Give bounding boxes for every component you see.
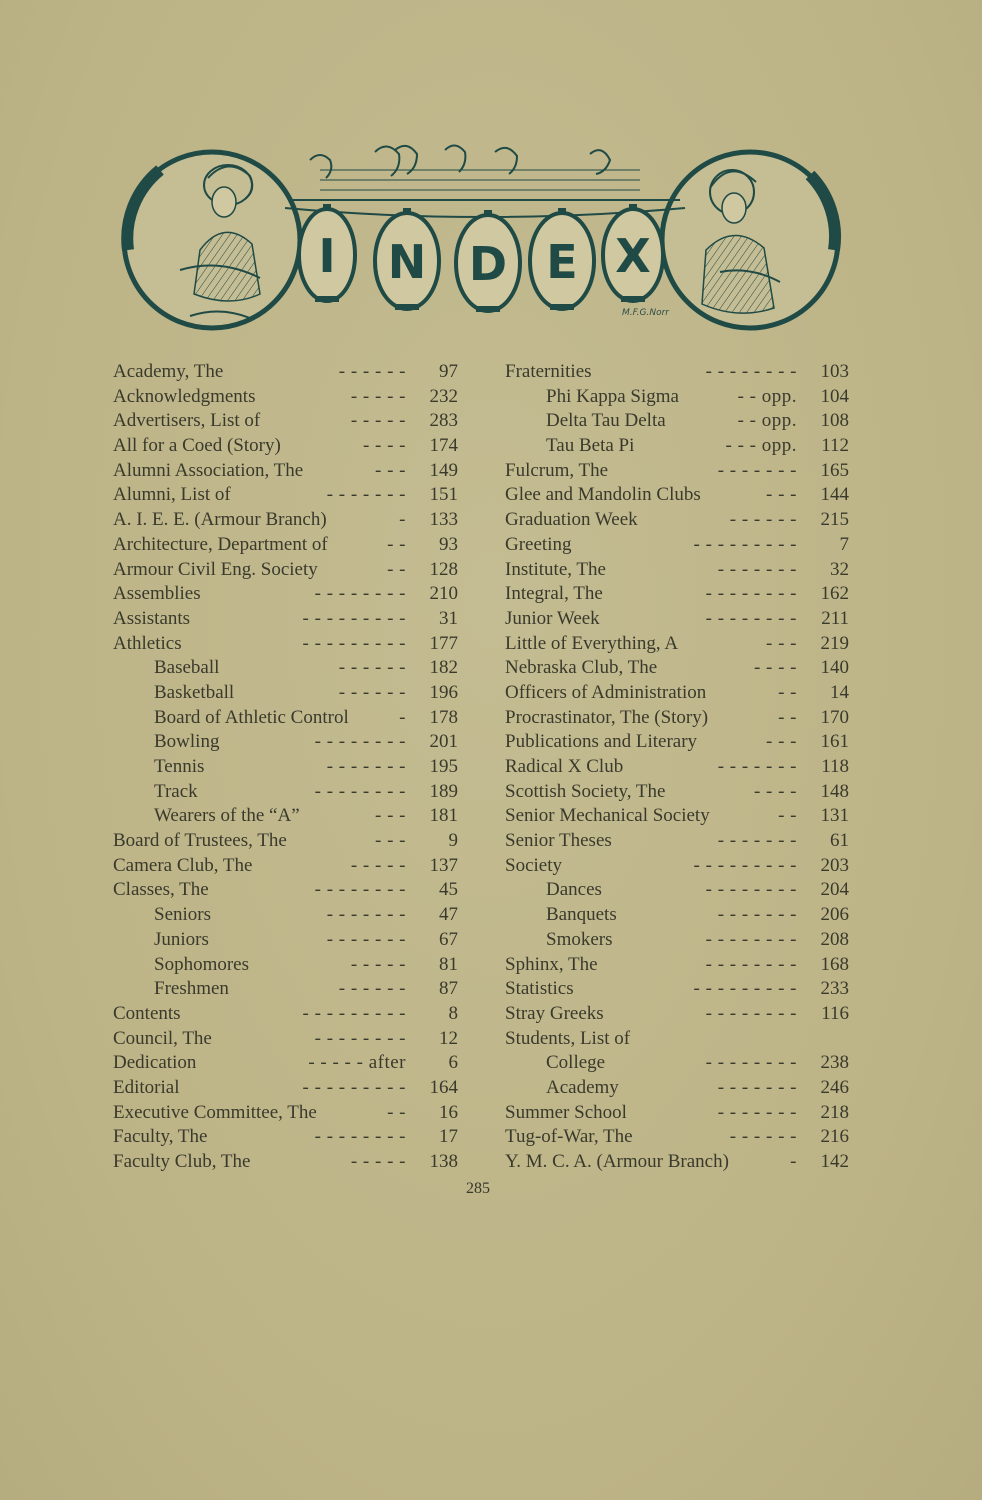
- index-entry-page: 138: [429, 1151, 458, 1172]
- index-entry: [113, 1076, 458, 1101]
- index-entry-page: 170: [820, 706, 849, 728]
- index-entry-leader: - - -: [766, 731, 797, 753]
- index-entry-page: 201: [429, 731, 458, 753]
- index-entry: [113, 1051, 458, 1076]
- index-entry-page: 142: [820, 1151, 849, 1172]
- index-entry: [505, 558, 849, 583]
- index-entry-page: 219: [820, 632, 849, 654]
- index-entry-leader: - - - - - - - - -: [302, 632, 406, 654]
- index-entry-page: 67: [439, 928, 458, 950]
- index-entry-leader: - - - - -: [350, 385, 406, 407]
- index-entry-page: 182: [429, 657, 458, 679]
- index-entry: [505, 533, 849, 558]
- left-portrait-medallion: [124, 152, 300, 328]
- index-entry-leader: - - - - - - -: [717, 756, 797, 777]
- index-entry: [505, 829, 849, 854]
- index-entry-leader: -: [399, 509, 406, 531]
- index-column-right: [505, 360, 849, 1175]
- index-entry-leader: - - - - - - - - -: [302, 1076, 406, 1098]
- index-entry-title: Dedication: [113, 1052, 197, 1074]
- index-entry: [113, 1125, 458, 1150]
- index-entry-page: 211: [821, 607, 849, 629]
- index-entry-leader: - - - - - - - -: [314, 1027, 406, 1049]
- index-entry-leader: - - - - - -: [729, 1126, 797, 1148]
- index-entry-title: Bowling: [154, 731, 220, 753]
- index-entry-page: 137: [429, 854, 458, 876]
- right-portrait-medallion: [662, 152, 838, 328]
- index-entry-title: Academy: [546, 1076, 619, 1098]
- index-entry-page: 161: [820, 731, 849, 753]
- lantern-letter: D: [468, 237, 508, 291]
- index-entry-title: Little of Everything, A: [505, 632, 679, 654]
- index-entry-leader: - - - - -: [350, 953, 406, 975]
- index-entry-title: Procrastinator, The (Story): [505, 706, 709, 728]
- index-entry-page: 16: [439, 1101, 458, 1123]
- index-entry-leader: - - -: [375, 805, 406, 827]
- index-entry-page: 238: [820, 1052, 849, 1074]
- index-entry: [113, 804, 458, 829]
- index-entry: [113, 953, 458, 978]
- index-entry-title: Institute, The: [505, 558, 606, 580]
- page-number: 285: [466, 1180, 490, 1197]
- index-entry-title: Delta Tau Delta: [546, 410, 666, 432]
- index-entry-leader: - - - - - - - - -: [302, 607, 406, 629]
- index-entry: [505, 1125, 849, 1150]
- index-entry-title: Sophomores: [154, 953, 249, 975]
- index-entry-page: 87: [439, 978, 458, 1000]
- index-entry-leader: - - - - - after: [308, 1052, 406, 1074]
- index-entry-page: 108: [820, 410, 849, 432]
- index-entry-leader: - - - - - - -: [717, 904, 797, 926]
- index-entry-leader: - - - - - -: [338, 361, 406, 382]
- index-entry-page: 162: [820, 583, 849, 605]
- index-entry-title: Scottish Society, The: [505, 780, 666, 802]
- index-entry-title: Nebraska Club, The: [505, 657, 658, 679]
- index-entry-page: 93: [439, 533, 458, 555]
- index-entry-leader: - - - - - - - -: [705, 953, 797, 975]
- lantern-letter: X: [615, 229, 651, 283]
- index-column-left: [113, 360, 458, 1175]
- index-entry: [113, 1002, 458, 1027]
- index-entry: [113, 632, 458, 657]
- index-entry-leader: - - -: [375, 459, 406, 481]
- index-entry-leader: - - - - - - -: [326, 904, 406, 926]
- index-entry-title: Statistics: [505, 978, 574, 1000]
- index-entry-leader: - - - - - -: [338, 657, 406, 679]
- index-entry-leader: - - - - - - - - -: [302, 1002, 406, 1024]
- index-entry-leader: - - - - - - -: [326, 484, 406, 506]
- index-entry-leader: - - - - - - - - -: [693, 533, 797, 555]
- index-entry: [113, 1027, 458, 1052]
- index-entry-leader: - -: [387, 558, 406, 580]
- index-entry: [113, 829, 458, 854]
- index-entry-page: 168: [820, 953, 849, 975]
- index-entry-title: Society: [505, 854, 562, 876]
- index-entry-leader: - - - -: [362, 435, 406, 457]
- index-entry-page: 151: [429, 484, 458, 506]
- index-entry-title: Contents: [113, 1002, 181, 1024]
- index-entry-page: 174: [429, 435, 458, 457]
- index-entry-title: Juniors: [154, 928, 209, 950]
- index-entry-page: 178: [429, 706, 458, 728]
- index-entry-page: 12: [439, 1027, 458, 1049]
- index-entry: [505, 681, 849, 706]
- index-entry-title: Basketball: [154, 681, 235, 703]
- index-entry-title: Academy, The: [113, 361, 224, 382]
- index-entry-title: Smokers: [546, 928, 613, 950]
- index-entry: [113, 878, 458, 903]
- index-entry-page: 233: [820, 978, 849, 1000]
- index-entry-leader: - - - - - - -: [326, 928, 406, 950]
- index-entry: [113, 928, 458, 953]
- index-entry: [113, 409, 458, 434]
- index-entry-leader: - - - - -: [350, 1151, 406, 1172]
- index-entry-title: Freshmen: [154, 978, 229, 1000]
- index-entry: [505, 903, 849, 928]
- index-entry-page: 97: [439, 361, 458, 382]
- index-entry-leader: - - - -: [753, 780, 797, 802]
- index-entry-page: 164: [429, 1076, 458, 1098]
- index-entry-title: Tennis: [154, 756, 205, 777]
- index-entry-leader: - - - - -: [350, 854, 406, 876]
- index-entry-page: 128: [429, 558, 458, 580]
- index-entry-page: 206: [820, 904, 849, 926]
- index-entry-leader: - - - - - - - -: [705, 1002, 797, 1024]
- index-entry-title: Junior Week: [505, 607, 600, 629]
- index-entry-page: 47: [439, 904, 458, 926]
- index-entry: [505, 434, 849, 459]
- index-entry-title: Baseball: [154, 657, 220, 679]
- index-entry: [505, 582, 849, 607]
- index-entry-leader: - -: [387, 533, 406, 555]
- index-entry-title: Glee and Mandolin Clubs: [505, 484, 701, 506]
- index-entry: [505, 1002, 849, 1027]
- index-entry-page: 232: [429, 385, 458, 407]
- index-entry: [505, 953, 849, 978]
- index-entry-page: 133: [429, 509, 458, 531]
- index-entry-title: Stray Greeks: [505, 1002, 604, 1024]
- index-entry-leader: - -: [778, 805, 797, 827]
- artist-signature: M.F.G.Norr: [622, 308, 669, 318]
- index-entry-leader: - - - - - - - -: [705, 1052, 797, 1074]
- index-entry-title: A. I. E. E. (Armour Branch): [113, 509, 327, 531]
- index-entry-leader: - - - - - -: [338, 681, 406, 703]
- index-entry-title: Publications and Literary: [505, 731, 698, 753]
- index-entry-title: Alumni, List of: [113, 484, 231, 506]
- index-entry-leader: - - - - - - -: [326, 756, 406, 777]
- index-entry: [505, 607, 849, 632]
- index-entry-title: Classes, The: [113, 879, 209, 901]
- index-entry-leader: - - - - - - -: [717, 1101, 797, 1123]
- index-entry: [113, 483, 458, 508]
- index-entry-title: Fulcrum, The: [505, 459, 609, 481]
- index-entry-page: 208: [820, 928, 849, 950]
- index-entry-title: Wearers of the “A”: [154, 805, 300, 827]
- index-header-illustration: [120, 140, 842, 340]
- index-entry: [505, 385, 849, 410]
- index-entry-title: Executive Committee, The: [113, 1101, 317, 1123]
- index-entry-leader: - - opp.: [737, 385, 797, 407]
- index-entry-title: Senior Mechanical Society: [505, 805, 710, 827]
- fence-and-birds: [290, 145, 680, 200]
- index-entry-page: 14: [830, 681, 849, 703]
- index-entry-title: Acknowledgments: [113, 385, 256, 407]
- index-entry-page: 165: [820, 459, 849, 481]
- index-entry-page: 31: [439, 607, 458, 629]
- index-entry-title: Greeting: [505, 533, 572, 555]
- index-entry-leader: - - - - - - - -: [314, 879, 406, 901]
- index-entry: [113, 656, 458, 681]
- index-entry-page: 6: [448, 1052, 458, 1074]
- index-entry-page: 148: [820, 780, 849, 802]
- index-entry-leader: - - - - - - - -: [314, 583, 406, 605]
- index-entry: [505, 928, 849, 953]
- index-entry: [505, 508, 849, 533]
- index-entry: [505, 409, 849, 434]
- index-entry-title: Fraternities: [505, 361, 592, 382]
- index-entry: [505, 755, 849, 780]
- index-entry-leader: - - - - - - - -: [314, 731, 406, 753]
- index-entry: [505, 1150, 849, 1175]
- index-entry-page: 203: [820, 854, 849, 876]
- index-entry-leader: - -: [778, 706, 797, 728]
- index-entry-page: 9: [448, 830, 458, 852]
- index-entry: [113, 854, 458, 879]
- index-entry-title: Summer School: [505, 1101, 627, 1123]
- index-entry: [505, 804, 849, 829]
- index-entry-leader: - - - - - - -: [717, 558, 797, 580]
- index-entry-title: Council, The: [113, 1027, 212, 1049]
- index-entry-title: Officers of Administration: [505, 681, 707, 703]
- index-entry-leader: - - - opp.: [725, 435, 797, 457]
- index-entry-page: 283: [429, 410, 458, 432]
- index-entry-leader: - - -: [766, 484, 797, 506]
- index-entry-page: 17: [439, 1126, 458, 1148]
- index-entry: [505, 459, 849, 484]
- index-entry: [505, 854, 849, 879]
- index-entry: [505, 878, 849, 903]
- index-entry-title: Board of Athletic Control: [154, 706, 349, 728]
- index-entry: [505, 1076, 849, 1101]
- index-entry-title: Radical X Club: [505, 756, 624, 777]
- index-entry: [113, 508, 458, 533]
- index-entry-leader: - - - - - - - - -: [693, 854, 797, 876]
- index-entry-title: Phi Kappa Sigma: [546, 385, 679, 407]
- index-entry-title: College: [546, 1052, 606, 1074]
- index-entry-title: Armour Civil Eng. Society: [113, 558, 318, 580]
- index-entry: [113, 1150, 458, 1175]
- index-entry: [113, 977, 458, 1002]
- index-entry: [505, 1051, 849, 1076]
- index-entry-page: 118: [821, 756, 849, 777]
- index-entry-page: 116: [821, 1002, 849, 1024]
- index-entry-page: 45: [439, 879, 458, 901]
- index-entry-leader: - - - - - - - - -: [693, 978, 797, 1000]
- index-entry: [113, 459, 458, 484]
- index-entry-title: Faculty, The: [113, 1126, 208, 1148]
- index-entry-leader: - - - - - - - -: [705, 361, 797, 382]
- index-entry: [113, 780, 458, 805]
- index-entry-page: 112: [821, 435, 849, 457]
- index-entry-leader: - - - - - -: [338, 978, 406, 1000]
- index-entry-leader: - - - - - - - -: [705, 928, 797, 950]
- index-entry-title: Students, List of: [505, 1027, 631, 1049]
- index-entry-leader: - - - - - -: [729, 509, 797, 531]
- index-entry: [505, 1101, 849, 1126]
- index-entry-leader: - - opp.: [737, 410, 797, 432]
- index-entry-page: 210: [429, 583, 458, 605]
- index-entry-title: Track: [154, 780, 198, 802]
- index-entry-leader: -: [790, 1151, 797, 1172]
- index-entry-page: 181: [429, 805, 458, 827]
- index-entry-title: Senior Theses: [505, 830, 612, 852]
- index-entry-leader: - - -: [766, 632, 797, 654]
- index-entry-title: Athletics: [113, 632, 182, 654]
- index-entry-title: Seniors: [154, 904, 211, 926]
- lantern-letter: I: [318, 229, 336, 283]
- index-entry: [505, 360, 849, 385]
- index-entry: [113, 360, 458, 385]
- index-entry-page: 131: [820, 805, 849, 827]
- index-entry-page: 149: [429, 459, 458, 481]
- index-entry-page: 218: [820, 1101, 849, 1123]
- index-entry-leader: - - - - - - - -: [705, 583, 797, 605]
- index-entry-page: 103: [820, 361, 849, 382]
- index-entry-page: 189: [429, 780, 458, 802]
- index-entry-title: Y. M. C. A. (Armour Branch): [505, 1151, 729, 1172]
- index-entry-title: Editorial: [113, 1076, 180, 1098]
- index-entry-title: Integral, The: [505, 583, 603, 605]
- index-entry-title: Board of Trustees, The: [113, 830, 287, 852]
- index-entry-title: Dances: [546, 879, 602, 901]
- index-entry-page: 215: [820, 509, 849, 531]
- index-entry-title: Faculty Club, The: [113, 1151, 251, 1172]
- index-entry: [113, 582, 458, 607]
- index-entry-page: 61: [830, 830, 849, 852]
- index-entry-title: Advertisers, List of: [113, 410, 261, 432]
- index-entry: [505, 632, 849, 657]
- index-entry: [113, 607, 458, 632]
- index-entry-page: 204: [820, 879, 849, 901]
- index-entry: [505, 730, 849, 755]
- index-entry-leader: - - - -: [753, 657, 797, 679]
- index-entry-title: Sphinx, The: [505, 953, 598, 975]
- index-entry-title: Assistants: [113, 607, 191, 629]
- index-entry-leader: - - - - - - - -: [314, 1126, 406, 1148]
- index-entry: [113, 706, 458, 731]
- index-entry-title: Assemblies: [113, 583, 201, 605]
- index-entry: [505, 1027, 849, 1052]
- index-entry: [113, 681, 458, 706]
- index-entry-title: Banquets: [546, 904, 617, 926]
- index-entry-leader: - - - - - - -: [717, 459, 797, 481]
- index-entry-page: 195: [429, 756, 458, 777]
- index-entry-page: 7: [839, 533, 849, 555]
- index-entry-leader: - -: [387, 1101, 406, 1123]
- index-entry: [113, 385, 458, 410]
- index-entry-leader: -: [399, 706, 406, 728]
- index-entry-page: 104: [820, 385, 849, 407]
- index-entry: [505, 656, 849, 681]
- index-entry-title: Graduation Week: [505, 509, 638, 531]
- index-entry-leader: - - - - - - -: [717, 1076, 797, 1098]
- index-entry: [113, 755, 458, 780]
- lantern-letter: E: [546, 235, 578, 289]
- index-entry-leader: - - - - - - - -: [705, 879, 797, 901]
- index-entry: [113, 730, 458, 755]
- index-entry: [113, 1101, 458, 1126]
- index-entry-page: 246: [820, 1076, 849, 1098]
- index-entry-page: 81: [439, 953, 458, 975]
- index-entry: [113, 533, 458, 558]
- index-entry: [505, 977, 849, 1002]
- index-entry-page: 216: [820, 1126, 849, 1148]
- index-entry-page: 144: [820, 484, 849, 506]
- index-entry: [113, 558, 458, 583]
- index-entry: [505, 706, 849, 731]
- index-entry-page: 177: [429, 632, 458, 654]
- index-entry-title: Tug-of-War, The: [505, 1126, 633, 1148]
- index-entry-page: 8: [448, 1002, 458, 1024]
- index-entry-page: 140: [820, 657, 849, 679]
- lantern-letter: N: [387, 235, 427, 289]
- index-entry: [113, 903, 458, 928]
- index-entry-leader: - - -: [375, 830, 406, 852]
- index-entry-leader: - - - - -: [350, 410, 406, 432]
- index-entry-leader: - - - - - - -: [717, 830, 797, 852]
- index-entry-leader: - - - - - - - -: [314, 780, 406, 802]
- index-entry-title: Architecture, Department of: [113, 533, 328, 555]
- index-entry-page: 32: [830, 558, 849, 580]
- index-entry-title: Alumni Association, The: [113, 459, 304, 481]
- index-entry-page: 196: [429, 681, 458, 703]
- index-entry: [505, 780, 849, 805]
- index-entry: [113, 434, 458, 459]
- index-entry-title: All for a Coed (Story): [113, 435, 281, 457]
- index-entry-leader: - -: [778, 681, 797, 703]
- index-entry-leader: - - - - - - - -: [705, 607, 797, 629]
- index-entry-title: Camera Club, The: [113, 854, 253, 876]
- index-entry: [505, 483, 849, 508]
- index-entry-title: Tau Beta Pi: [546, 435, 635, 457]
